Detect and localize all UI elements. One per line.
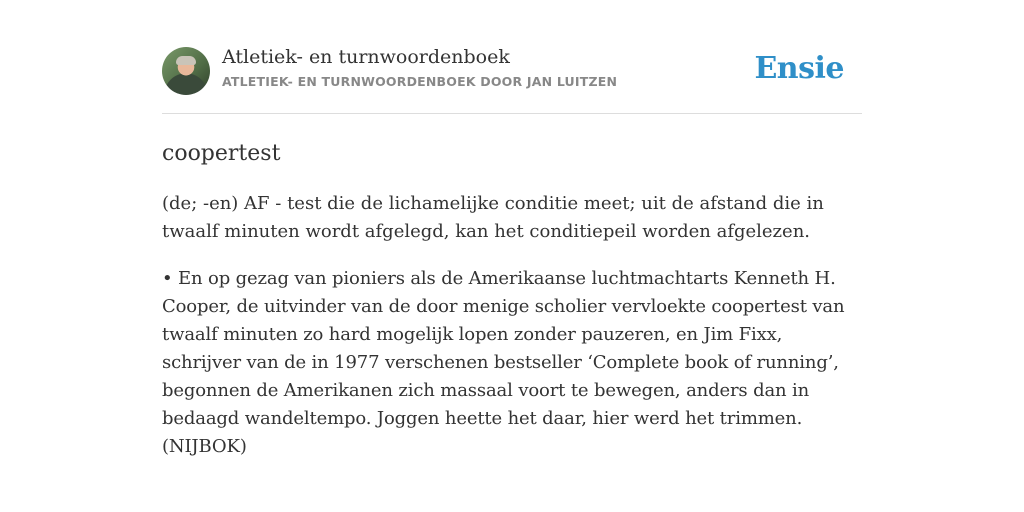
entry-term: coopertest [162, 141, 281, 166]
author-avatar[interactable] [162, 47, 210, 95]
dictionary-subtitle[interactable]: ATLETIEK- EN TURNWOORDENBOEK DOOR JAN LUITZEN [222, 74, 618, 89]
dictionary-title[interactable]: Atletiek- en turnwoordenboek [222, 46, 510, 68]
entry-example: • En op gezag van pioniers als de Amerikaanse luchtmachtarts Kenneth H. Cooper, de uitvinder van de door menige scholier vervloekte coopertest van twaalf minuten zo hard mogelijk lopen zonder pauzeren, en Jim Fixx, schrijver van de in 1977 verschenen bestseller ‘Complete book of running’, begonnen de Amerikanen zich massaal voort te bewegen, anders dan in bedaagd wandeltempo. Joggen heette het daar, hier werd het trimmen. (NIJBOK) [162, 268, 845, 457]
ensie-logo[interactable]: Ensie [754, 51, 844, 86]
dictionary-header [162, 46, 862, 114]
entry-card [162, 46, 862, 461]
avatar-hair [176, 56, 196, 65]
entry-definition: (de; -en) AF - test die de lichamelijke conditie meet; uit de afstand die in twaalf minuten wordt afgelegd, kan het conditiepeil worden afgelezen. [162, 193, 824, 242]
